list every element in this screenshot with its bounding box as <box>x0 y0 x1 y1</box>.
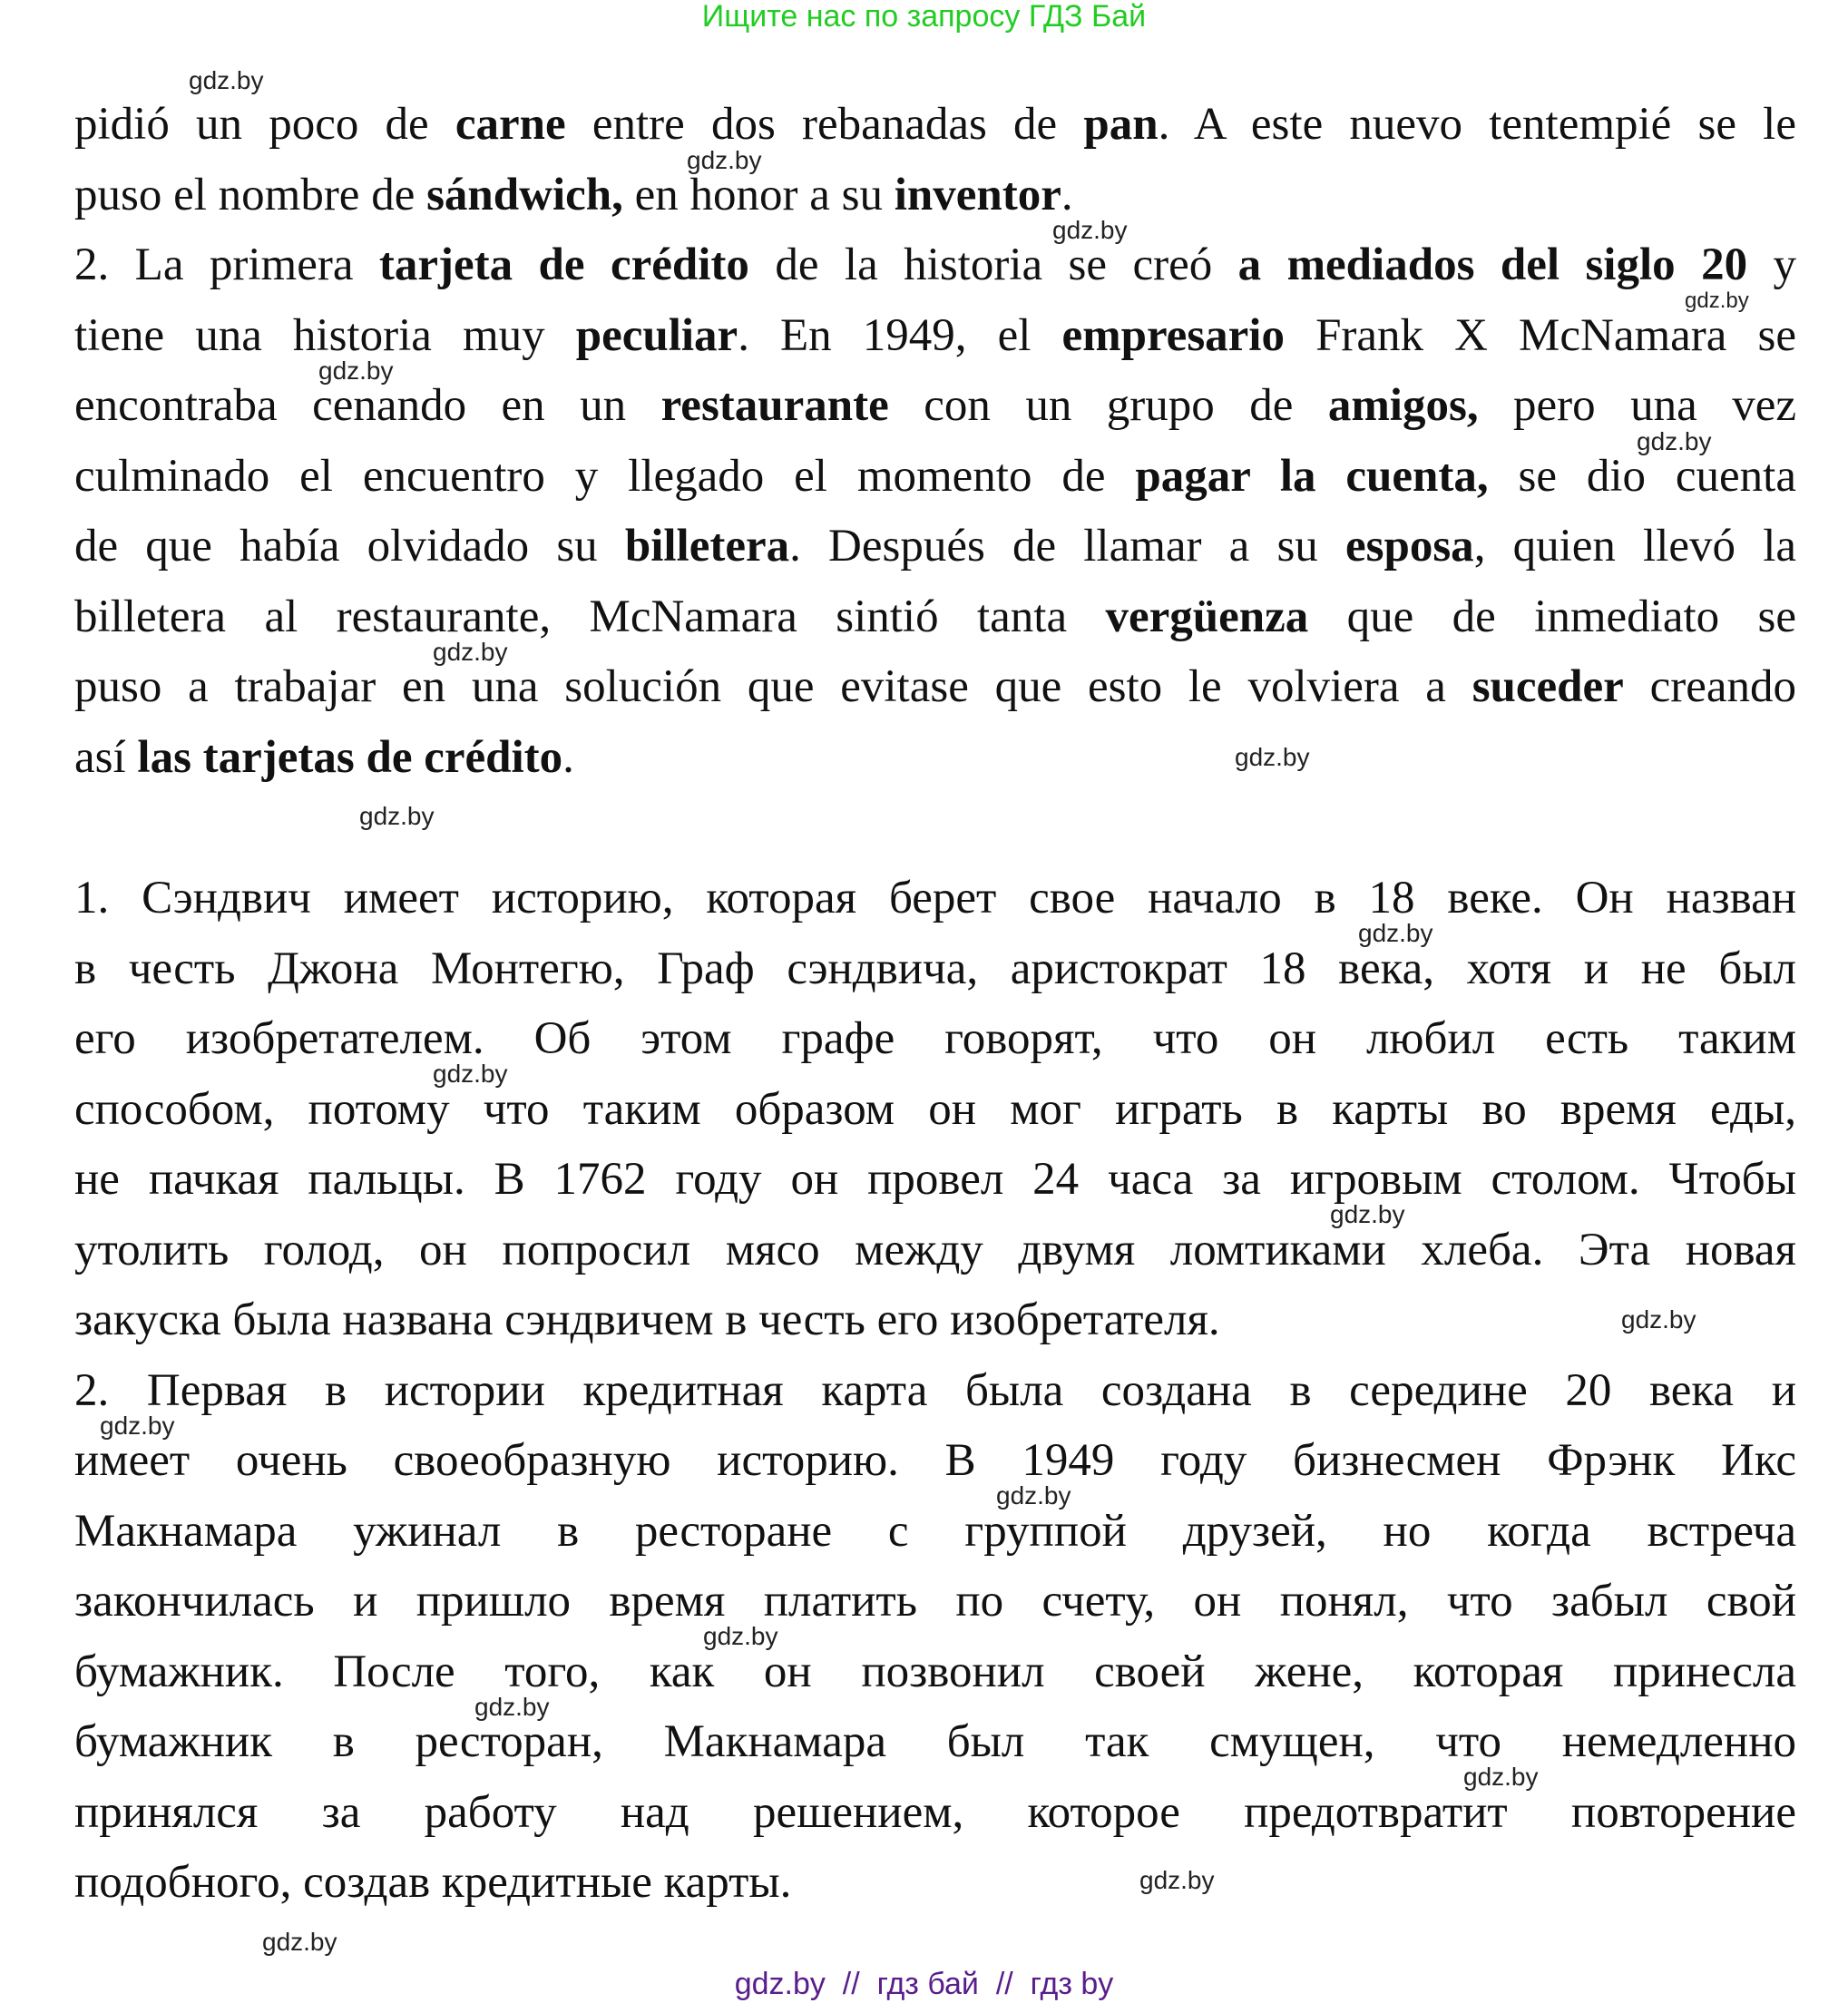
text-segment: que de inmediato se <box>1308 591 1796 642</box>
russian-text-line: 1. Сэндвич имеет историю, которая берет свое начало в 18 веке. Он назван <box>74 873 1796 923</box>
russian-text-line: не пачкая пальцы. В 1762 году он провел 24 часа за игровым столом. Чтобы <box>74 1154 1796 1205</box>
spanish-text-line <box>74 521 1796 572</box>
text-segment: pero una vez <box>1478 380 1796 431</box>
russian-text-line: его изобретателем. Об этом графе говорят, что он любил есть таким <box>74 1013 1796 1064</box>
spanish-text-line <box>74 169 1073 220</box>
watermark: gdz.by <box>1330 1200 1405 1228</box>
spanish-text-line <box>74 591 1796 642</box>
watermark: gdz.by <box>262 1928 337 1956</box>
bold-term: esposa <box>1344 521 1474 572</box>
russian-text-line: бумажник в ресторан, Макнамара был так смущен, что немедленно <box>74 1716 1796 1767</box>
bold-term: tarjeta de crédito <box>378 239 749 290</box>
text-segment: así <box>74 731 138 783</box>
watermark: gdz.by <box>1621 1305 1696 1334</box>
spanish-text-line <box>74 661 1796 712</box>
text-segment: tiene una historia muy <box>74 309 576 361</box>
text-segment: en honor a su <box>622 169 895 220</box>
spanish-text-line <box>74 309 1796 361</box>
watermark: gdz.by <box>433 638 508 666</box>
watermark: gdz.by <box>1685 288 1749 313</box>
bold-term: vergüenza <box>1105 591 1309 642</box>
text-segment: de que había olvidado su <box>74 521 625 572</box>
russian-text-line: в честь Джона Монтегю, Граф сэндвича, аристократ 18 века, хотя и не был <box>74 943 1796 994</box>
text-segment: pidió un poco de <box>74 99 455 150</box>
bold-term: carne <box>455 99 566 150</box>
russian-text-line: принялся за работу над решением, которое предотвратит повторение <box>74 1786 1796 1838</box>
bold-term: suceder <box>1472 661 1624 712</box>
bold-term: pagar la cuenta, <box>1135 450 1489 502</box>
footer-links[interactable]: gdz.by // гдз бай // гдз by <box>734 1967 1114 2001</box>
bold-term: a mediados del siglo 20 <box>1237 239 1748 290</box>
russian-text-line: способом, потому что таким образом он мог играть в карты во время еды, <box>74 1083 1796 1135</box>
watermark: gdz.by <box>687 145 762 174</box>
bold-term: las tarjetas de crédito <box>137 731 563 783</box>
bold-term: pan <box>1083 99 1159 150</box>
text-segment: . En 1949, el <box>738 309 1062 361</box>
watermark: gdz.by <box>703 1622 778 1650</box>
watermark: gdz.by <box>1139 1866 1215 1894</box>
bold-term: billetera <box>624 521 790 572</box>
watermark: gdz.by <box>996 1481 1071 1510</box>
watermark: gdz.by <box>1235 743 1310 771</box>
watermark: gdz.by <box>359 802 435 830</box>
text-segment: creando <box>1623 661 1796 712</box>
text-segment: y <box>1747 239 1797 290</box>
russian-text-line: имеет очень своеобразную историю. В 1949 году бизнесмен Фрэнк Икс <box>74 1435 1796 1486</box>
text-segment: . A este nuevo tentempié se le <box>1158 99 1796 150</box>
watermark: gdz.by <box>100 1411 175 1440</box>
watermark: gdz.by <box>318 357 394 385</box>
text-segment: entre dos rebanadas de <box>565 99 1084 150</box>
watermark: gdz.by <box>1463 1763 1539 1791</box>
bold-term: restaurante <box>660 380 889 431</box>
russian-text-line: 2. Первая в истории кредитная карта была создана в середине 20 века и <box>74 1364 1796 1416</box>
watermark: gdz.by <box>1358 919 1433 947</box>
russian-text-line: бумажник. После того, как он позвонил своей жене, которая принесла <box>74 1646 1796 1697</box>
russian-text-line: подобного, создав кредитные карты. <box>74 1857 792 1908</box>
spanish-text-line <box>74 450 1796 502</box>
spanish-text-line <box>74 380 1796 431</box>
russian-text-line: Макнамара ужинал в ресторане с группой друзей, но когда встреча <box>74 1505 1796 1557</box>
text-segment: de la historia se creó <box>748 239 1238 290</box>
text-segment: . <box>562 731 574 783</box>
text-segment: encontraba cenando en un <box>74 380 661 431</box>
text-segment: culminado el encuentro y llegado el momento de <box>74 450 1136 502</box>
bold-term: empresario <box>1061 309 1285 361</box>
search-hint-header: Ищите нас по запросу ГДЗ Бай <box>701 0 1147 34</box>
spanish-text-line <box>74 731 574 783</box>
bold-term: peculiar <box>575 309 738 361</box>
text-segment: se dio cuenta <box>1488 450 1796 502</box>
text-segment: billetera al restaurante, McNamara sintió tanta <box>74 591 1106 642</box>
watermark: gdz.by <box>474 1692 550 1721</box>
spanish-text-line <box>74 99 1796 150</box>
watermark: gdz.by <box>189 66 264 94</box>
spanish-text-line <box>74 239 1797 290</box>
bold-term: sándwich, <box>426 169 623 220</box>
text-segment: puso el nombre de <box>74 169 427 220</box>
text-segment: Frank X McNamara se <box>1284 309 1796 361</box>
text-segment: , quien llevó la <box>1473 521 1796 572</box>
watermark: gdz.by <box>433 1060 508 1088</box>
watermark: gdz.by <box>1637 426 1712 455</box>
russian-text-line: закуска была названа сэндвичем в честь его изобретателя. <box>74 1295 1220 1345</box>
text-segment: con un grupo de <box>888 380 1328 431</box>
watermark: gdz.by <box>1052 216 1128 244</box>
text-segment: puso a trabajar en una solución que evitase que esto le volviera a <box>74 661 1472 712</box>
russian-text-line: утолить голод, он попросил мясо между двумя ломтиками хлеба. Эта новая <box>74 1224 1796 1275</box>
bold-term: inventor <box>894 169 1061 220</box>
russian-text-line: закончилась и пришло время платить по счету, он понял, что забыл свой <box>74 1576 1796 1627</box>
bold-term: amigos, <box>1327 380 1479 431</box>
text-segment: . Después de llamar a su <box>789 521 1345 572</box>
text-segment: . <box>1061 169 1073 220</box>
text-segment: 2. La primera <box>74 239 379 290</box>
